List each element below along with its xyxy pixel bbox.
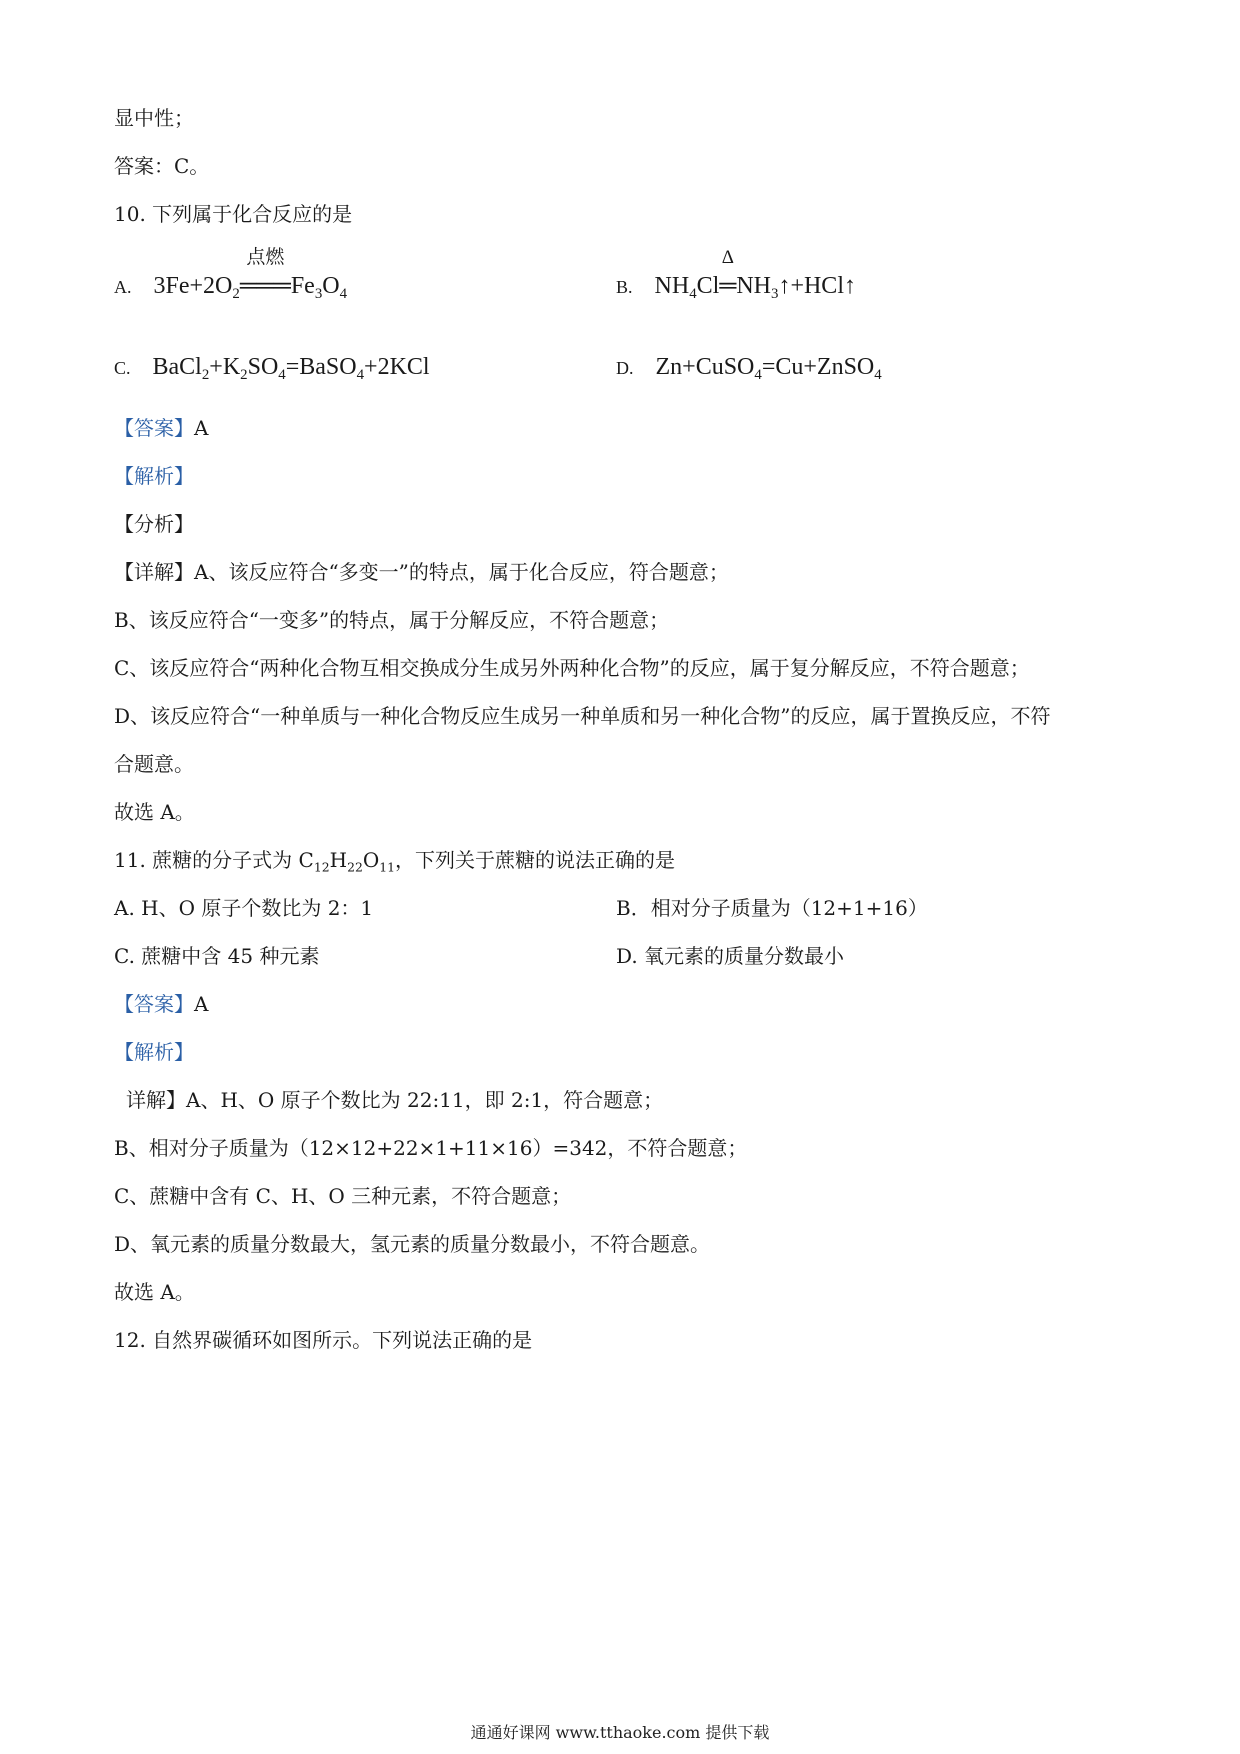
q10-option-c: C. $BaCl_2+K_2SO_4=BaSO_4+2KCl$ [114,354,430,384]
q10-option-a: A. $3Fe+2O_2$ 点燃 $═══Fe_3O_4$ [114,247,348,303]
q10-stem: 10. 下列属于化合反应的是 [114,202,353,226]
q10-fenxi: 【分析】 [114,512,194,536]
q11-conclusion: 故选 A。 [114,1280,195,1304]
q10-detail-c: C、该反应符合“两种化合物互相交换成分生成另外两种化合物”的反应，属于复分解反应，不符合题意； [114,656,1030,680]
q10-detail-d-cont: 合题意。 [114,752,194,776]
q11-detail-a: 详解】A、H、O 原子个数比为 22:11，即 2:1，符合题意； [126,1088,664,1112]
q11-answer: 【答案】A [114,992,209,1016]
q11-option-b: B．相对分子质量为（12+1+16） [616,896,928,920]
q10-conclusion: 故选 A。 [114,800,195,824]
q11-option-a: A. H、O 原子个数比为 2：1 [114,896,374,920]
option-b-label: B. [616,277,633,297]
option-a-label: A. [114,277,132,297]
prev-answer: 答案：C。 [114,154,210,178]
q10-detail-d: D、该反应符合“一种单质与一种化合物反应生成另一种单质和另一种化合物”的反应，属于置换反应，不符 [114,704,1051,728]
condition-ignite: 点燃 ═══ [239,247,291,299]
q11-stem: 11. 蔗糖的分子式为 $C_{12}H_{22}O_{11}$，下列关于蔗糖的说法正确的是 [114,848,676,875]
q11-detail-c: C、蔗糖中含有 C、H、O 三种元素，不符合题意； [114,1184,572,1208]
q11-detail-b: B、相对分子质量为（12×12+22×1+11×16）=342，不符合题意； [114,1136,748,1160]
q11-option-c: C. 蔗糖中含 45 种元素 [114,944,320,968]
q11-detail-d: D、氧元素的质量分数最大，氢元素的质量分数最小，不符合题意。 [114,1232,711,1256]
q10-detail-b: B、该反应符合“一变多”的特点，属于分解反应，不符合题意； [114,608,670,632]
q11-analysis-tag: 【解析】 [114,1040,194,1064]
q10-option-b: B. $NH_4Cl$ Δ $═NH_3↑+HCl↑$ [616,247,856,303]
q10-option-d: D. Zn+CuSO$_4$=Cu+ZnSO$_4$ [616,354,882,384]
page-footer: 通通好课网 www.tthaoke.com 提供下载 [470,1723,770,1742]
option-c-label: C. [114,358,131,378]
q10-answer: 【答案】A [114,416,209,440]
q12-stem: 12. 自然界碳循环如图所示。下列说法正确的是 [114,1328,533,1352]
condition-heat: Δ ═ [719,247,737,299]
q10-analysis-tag: 【解析】 [114,464,194,488]
option-d-label: D. [616,358,634,378]
q11-option-d: D. 氧元素的质量分数最小 [616,944,845,968]
q10-detail-a: 【详解】A、该反应符合“多变一”的特点，属于化合反应，符合题意； [114,560,729,584]
prev-line: 显中性； [114,106,194,130]
